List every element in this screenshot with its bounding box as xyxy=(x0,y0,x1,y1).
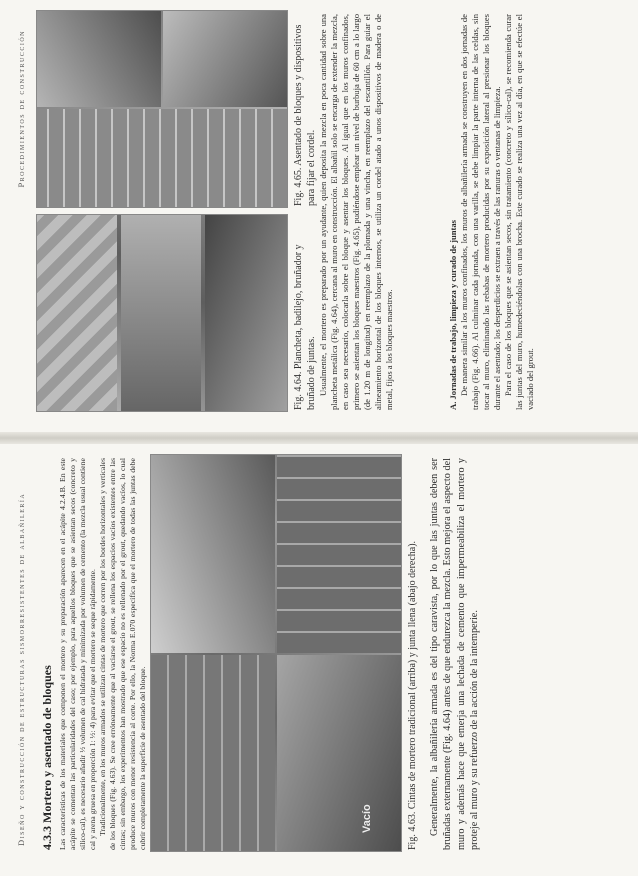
section-4-3-3-body xyxy=(58,458,148,850)
paragraph: De manera similar a los muros confinados, los muros de albañilería armada se construyen en dos jornadas de trabajo (Fig. 4.66). Al culminar cada jornada, con una varilla, se debe limpiar la parte interna de las celdas, sin tocar al muro, eliminando las rebabas de mortero producidas por su exposición lateral al presionar los bloques durante el asentado; los desperdicios se extraen a través de las ranuras o ventanas de limpieza. xyxy=(459,14,502,410)
paragraph: Para el caso de los bloques que se asientan secos, sin tratamiento (concreto y sílico-cal), se recomienda curar las juntas del muro, humedeciéndolas con una brocha. Este curado se realiza una vez al día, en que se efectúe el vaciado del grout. xyxy=(503,14,535,410)
section-a xyxy=(448,14,536,410)
right-paragraph-usually xyxy=(318,14,395,410)
right-page xyxy=(0,0,638,436)
paragraph: Tradicionalmente, en los muros armados se utilizan cintas de mortero que corren por los bordes horizontales y verticales de los bloques (Fig. 4.63). Se cree erróneamente que al vaciarse el grout, se rellena los espacios vacíos existentes entre las cintas; sin embargo, los experimentos han mostrado que ese espacio no es rellenado por el grout, quedando vacíos, lo cual produce muros con menor resistencia al corte. Por ello, la Norma E.070 especifica que el mortero de todas las juntas debe cubrir completamente la superficie de asentado del bloque. xyxy=(98,458,147,850)
fig-4-63-photo xyxy=(150,454,402,852)
fig-4-65-photo xyxy=(36,10,288,208)
left-paragraph-generally xyxy=(428,458,482,850)
paragraph: Usualmente, el mortero es preparado por un ayudante, quien deposita la mezcla en poca cantidad sobre una plancheta metálica (Fig. 4.64), cercana al muro en construcción. El albañil solo se encarga de extender la mezcla, en caso sea necesario, colocarla sobre el bloque y asentar los bloques. Al igual que en los muros confinados, primero se asientan los bloques maestros (Fig. 4.65), pudiéndose emplear un nivel de burbuja de 60 cm a lo largo (de 1.20 m de longitud) en reemplazo de la plomada y una vincha, en reemplazo del escantillón. Para guiar el alineamiento horizontal de los bloques internos, se utiliza un cordel atado a unos dispositivos de madera o de metal, fijos a los bloques maestros. xyxy=(318,14,394,410)
section-a-heading xyxy=(448,14,459,410)
vacio-label: Vacío xyxy=(361,804,373,833)
section-heading-4-3-3: 4.3.3 Mortero y asentado de bloques xyxy=(40,665,54,850)
paragraph: Las características de los materiales que componen el mortero y su preparación aparecen en el acápite 4.2.4.B. En este acápite se comentan las particularidades del caso; por ejemplo, para aquellos bloques que se asientan secos (concreto y sílico-cal), es necesario añadir ½ volumen de cal hidratada y minimizada por volumen de cemento (la mezcla usual contiene cal y arena gruesa en proporción 1: ½: 4) para evitar que el mortero se seque rápidamente. xyxy=(58,458,97,850)
running-head-right: Procedimientos de construcción xyxy=(16,30,26,188)
fig-4-64-photo xyxy=(36,214,288,412)
fig-4-63-caption: Fig. 4.63. Cintas de mortero tradicional (arriba) y junta llena (abajo derecha). xyxy=(407,540,418,850)
left-page xyxy=(0,440,638,876)
fig-4-64-caption: Fig. 4.64. Plancheta, badilejo, bruñador y bruñado de juntas. xyxy=(293,244,317,410)
section-a-title: A. Jornadas de trabajo, limpieza y curado de juntas xyxy=(448,219,458,410)
running-head-left: Diseño y construcción de estructuras sismorresistentes de albañilería xyxy=(16,492,26,846)
fig-4-65-caption: Fig. 4.65. Asentado de bloques y dispositivos para fijar el cordel. xyxy=(293,24,317,206)
paragraph: Generalmente, la albañilería armada es del tipo caravista, por lo que las juntas deben ser bruñadas externamente (Fig. 4.64) antes de que endurezca la mezcla. Esto mejora el aspecto del muro y además hace que emerja una lechada de cemento que impermeabiliza el mortero y proteje al muro y su refuerzo de la acción de la intemperie. xyxy=(429,458,481,850)
